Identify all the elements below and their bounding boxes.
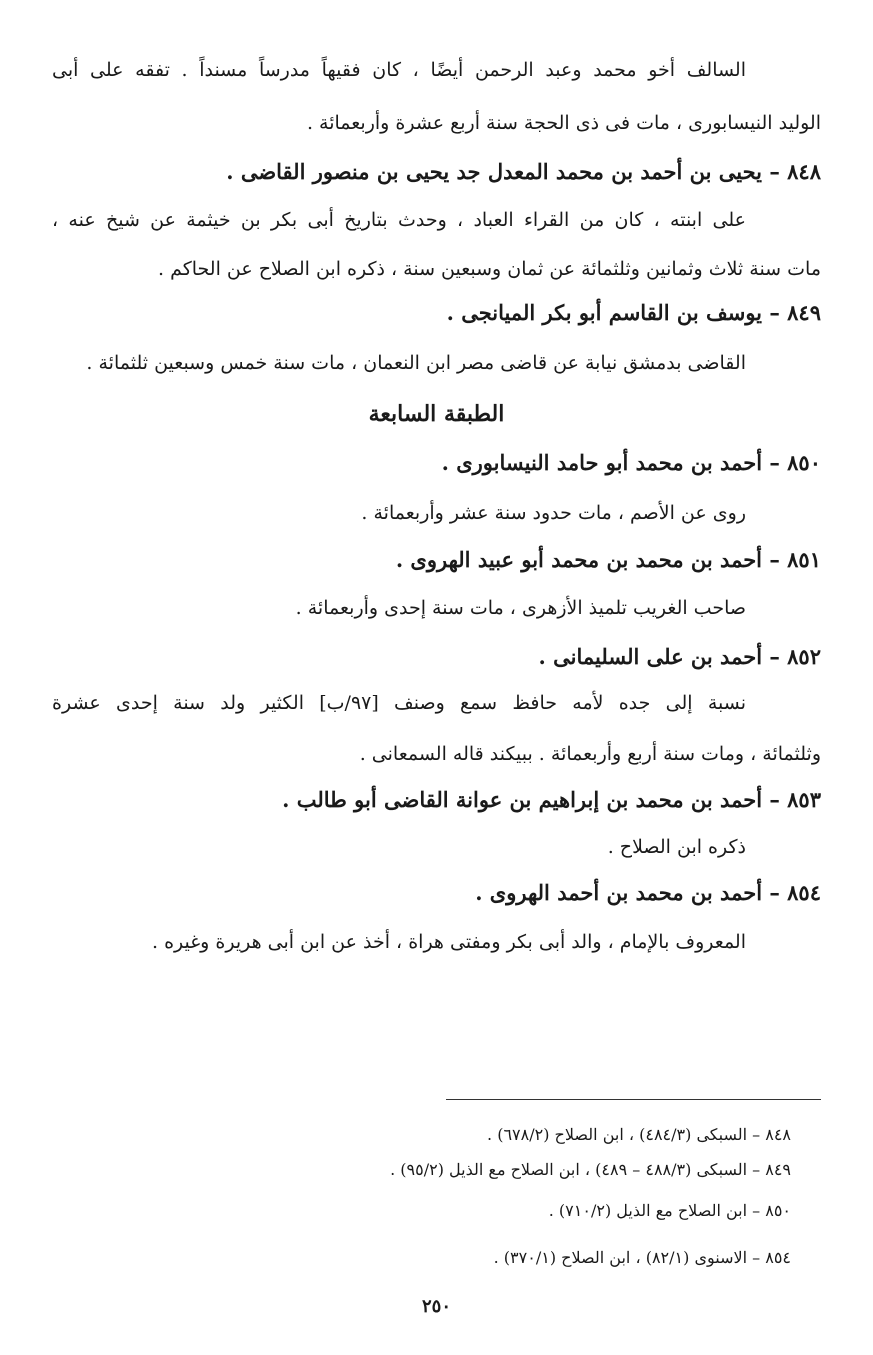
book-page bbox=[52, 0, 821, 1355]
paragraph-line: القاضى بدمشق نيابة عن قاضى مصر ابن النعمان ، مات سنة خمس وسبعين ثلثمائة . bbox=[86, 352, 746, 374]
paragraph-line: وثلثمائة ، ومات سنة أربع وأربعمائة . ببيكند قاله السمعانى . bbox=[359, 743, 821, 765]
footnote-separator bbox=[446, 1099, 821, 1100]
footnote-849: ٨٤٩ – السبكى (٤٨٨/٣ – ٤٨٩) ، ابن الصلاح مع الذيل (٩٥/٢) . bbox=[390, 1160, 791, 1179]
paragraph-line: صاحب الغريب تلميذ الأزهرى ، مات سنة إحدى وأربعمائة . bbox=[295, 597, 746, 619]
paragraph-line: الوليد النيسابورى ، مات فى ذى الحجة سنة أربع عشرة وأربعمائة . bbox=[306, 112, 821, 134]
entry-heading-854: ٨٥٤ – أحمد بن محمد بن أحمد الهروى . bbox=[475, 880, 821, 905]
paragraph-line: روى عن الأصم ، مات حدود سنة عشر وأربعمائة . bbox=[361, 502, 746, 524]
entry-heading-851: ٨٥١ – أحمد بن محمد بن محمد أبو عبيد الهروى . bbox=[395, 547, 821, 572]
entry-heading-853: ٨٥٣ – أحمد بن محمد بن إبراهيم بن عوانة القاضى أبو طالب . bbox=[282, 787, 821, 812]
entry-heading-849: ٨٤٩ – يوسف بن القاسم أبو بكر الميانجى . bbox=[446, 300, 821, 325]
entry-heading-850: ٨٥٠ – أحمد بن محمد أبو حامد النيسابورى . bbox=[441, 450, 821, 475]
footnote-850: ٨٥٠ – ابن الصلاح مع الذيل (٧١٠/٢) . bbox=[548, 1201, 791, 1220]
paragraph-line: ذكره ابن الصلاح . bbox=[607, 836, 746, 858]
footnote-848: ٨٤٨ – السبكى (٤٨٤/٣) ، ابن الصلاح (٦٧٨/٢) . bbox=[487, 1125, 791, 1144]
section-title: الطبقة السابعة bbox=[368, 401, 505, 427]
footnote-854: ٨٥٤ – الاسنوى (٨٢/١) ، ابن الصلاح (٣٧٠/١) . bbox=[493, 1248, 791, 1267]
page-number: ٢٥٠ bbox=[421, 1296, 451, 1317]
paragraph-line: المعروف بالإمام ، والد أبى بكر ومفتى هراة ، أخذ عن ابن أبى هريرة وغيره . bbox=[151, 931, 746, 953]
paragraph-line: نسبة إلى جده لأمه حافظ سمع وصنف [٩٧/ب] الكثير ولد سنة إحدى عشرة bbox=[52, 692, 746, 714]
entry-heading-852: ٨٥٢ – أحمد بن على السليمانى . bbox=[538, 644, 821, 669]
paragraph-line: السالف أخو محمد وعبد الرحمن أيضًا ، كان فقيهاً مدرساً مسنداً . تفقه على أبى bbox=[52, 59, 746, 81]
paragraph-line: على ابنته ، كان من القراء العباد ، وحدث بتاريخ أبى بكر بن خيثمة عن شيخ عنه ، bbox=[52, 209, 746, 231]
entry-heading-848: ٨٤٨ – يحيى بن أحمد بن محمد المعدل جد يحيى بن منصور القاضى . bbox=[226, 159, 821, 184]
paragraph-line: مات سنة ثلاث وثمانين وثلثمائة عن ثمان وسبعين سنة ، ذكره ابن الصلاح عن الحاكم . bbox=[157, 258, 821, 280]
